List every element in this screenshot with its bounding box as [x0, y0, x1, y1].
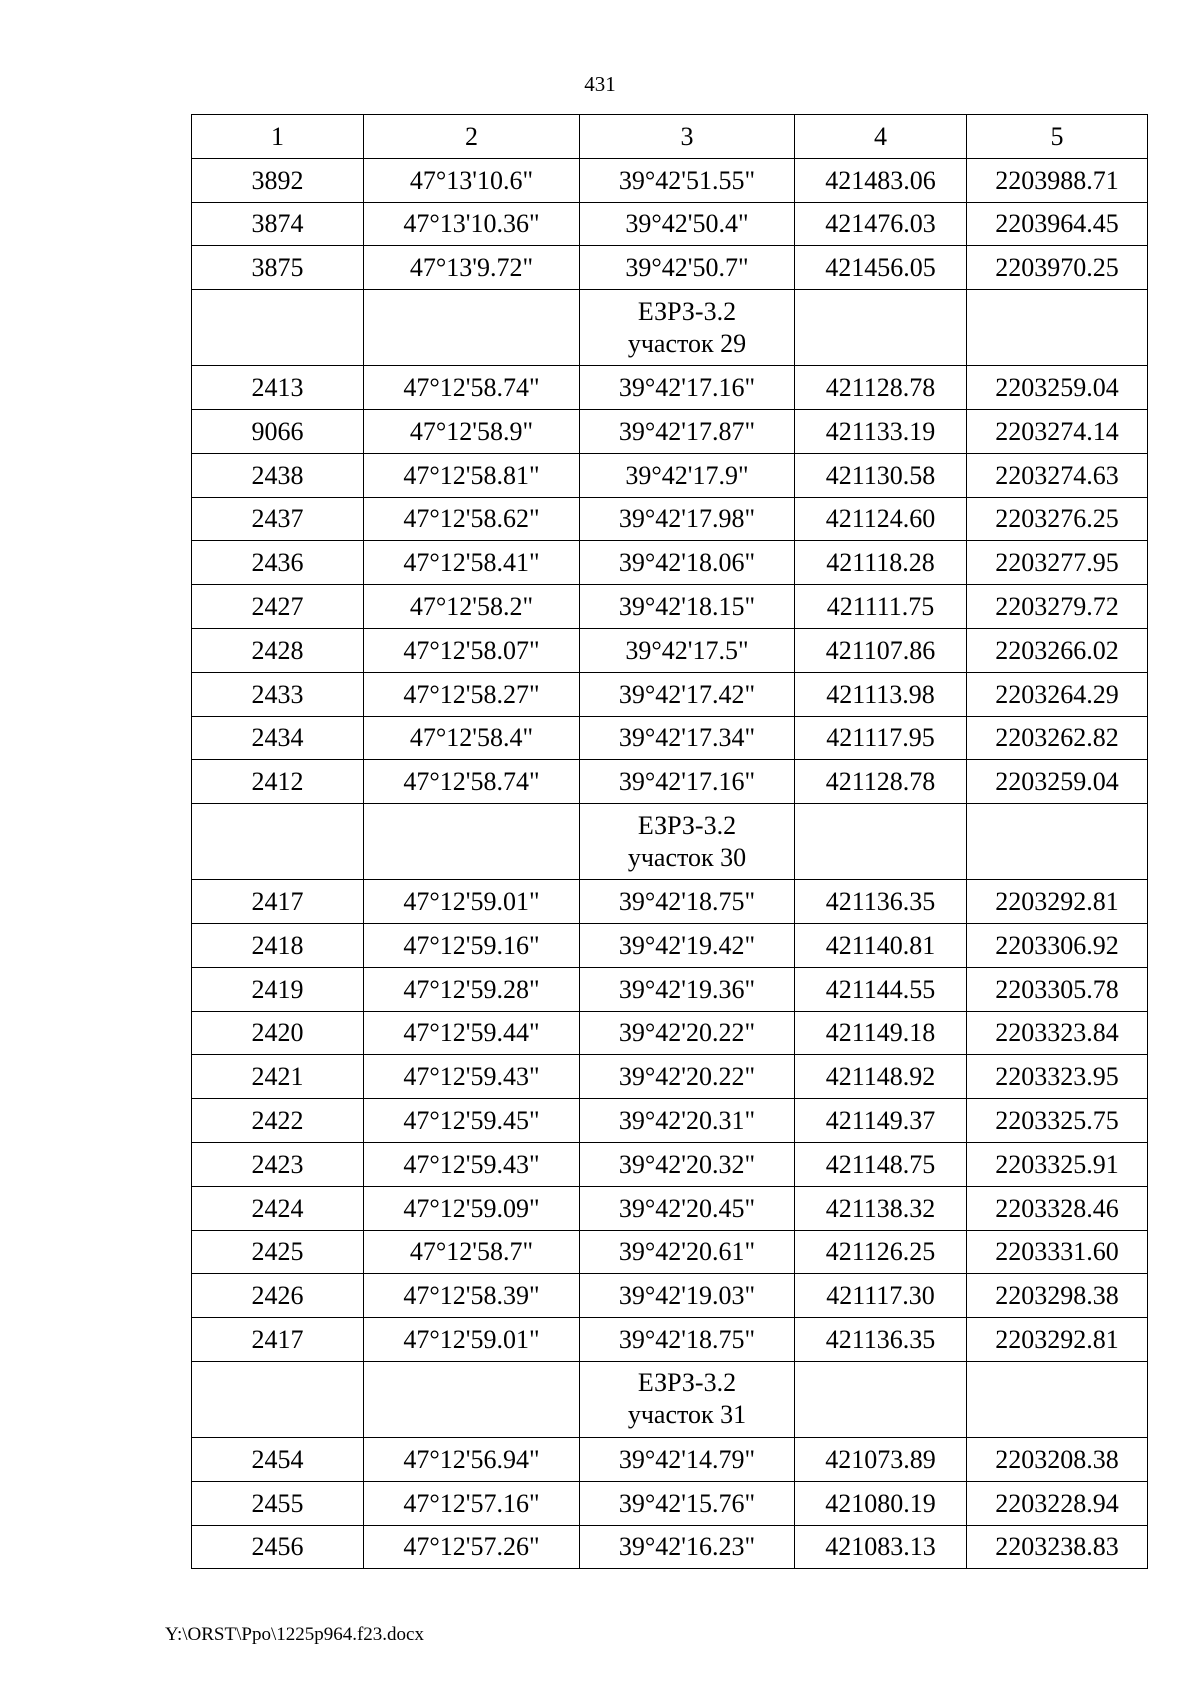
- plot-name: участок 30: [627, 842, 747, 872]
- table-cell: 47°12'58.41": [364, 541, 580, 585]
- table-cell: 39°42'19.42": [580, 923, 795, 967]
- table-cell: 9066: [192, 409, 364, 453]
- table-cell: 47°12'58.07": [364, 628, 580, 672]
- table-cell: 39°42'50.7": [580, 246, 795, 290]
- table-cell: 421117.95: [795, 716, 967, 760]
- table-cell: 47°12'58.9": [364, 409, 580, 453]
- section-row: [192, 290, 1148, 366]
- empty-cell: [967, 804, 1148, 880]
- table-cell: 2203325.75: [967, 1099, 1148, 1143]
- table-body: [192, 158, 1148, 1569]
- table-cell: 39°42'18.75": [580, 1318, 795, 1362]
- table-cell: 47°12'59.01": [364, 1318, 580, 1362]
- table-cell: 39°42'51.55": [580, 158, 795, 202]
- table-cell: 421083.13: [795, 1525, 967, 1569]
- coordinates-table: [191, 114, 1148, 1569]
- table-cell: 47°13'10.36": [364, 202, 580, 246]
- table-cell: 2203274.14: [967, 409, 1148, 453]
- table-cell: 421149.18: [795, 1011, 967, 1055]
- table-cell: 421456.05: [795, 246, 967, 290]
- section-row: [192, 804, 1148, 880]
- table-header-row: [192, 115, 1148, 159]
- empty-cell: [795, 804, 967, 880]
- table-row: [192, 246, 1148, 290]
- table-cell: 39°42'50.4": [580, 202, 795, 246]
- table-row: [192, 1186, 1148, 1230]
- table-cell: 421073.89: [795, 1437, 967, 1481]
- table-cell: 39°42'18.06": [580, 541, 795, 585]
- table-cell: 421133.19: [795, 409, 967, 453]
- table-cell: 39°42'17.16": [580, 366, 795, 410]
- table-cell: 39°42'20.22": [580, 1011, 795, 1055]
- table-cell: 2203259.04: [967, 760, 1148, 804]
- empty-cell: [967, 1361, 1148, 1437]
- table-cell: 2413: [192, 366, 364, 410]
- table-cell: 421113.98: [795, 672, 967, 716]
- table-row: [192, 366, 1148, 410]
- table-row: [192, 880, 1148, 924]
- table-cell: 47°12'58.81": [364, 453, 580, 497]
- table-cell: 47°12'59.43": [364, 1055, 580, 1099]
- table-row: [192, 672, 1148, 716]
- table-row: [192, 967, 1148, 1011]
- table-cell: 421144.55: [795, 967, 967, 1011]
- plot-name: участок 29: [627, 328, 747, 358]
- table-cell: 2424: [192, 1186, 364, 1230]
- table-row: [192, 760, 1148, 804]
- table-row: [192, 1274, 1148, 1318]
- empty-cell: [364, 804, 580, 880]
- table-cell: 421148.92: [795, 1055, 967, 1099]
- table-cell: 421111.75: [795, 585, 967, 629]
- table-cell: 47°12'57.16": [364, 1481, 580, 1525]
- table-cell: 2203331.60: [967, 1230, 1148, 1274]
- table-cell: 39°42'16.23": [580, 1525, 795, 1569]
- table-cell: 421138.32: [795, 1186, 967, 1230]
- table-row: [192, 453, 1148, 497]
- table-cell: 47°12'58.7": [364, 1230, 580, 1274]
- table-cell: 39°42'15.76": [580, 1481, 795, 1525]
- column-header: 5: [967, 115, 1148, 159]
- column-header: 2: [364, 115, 580, 159]
- empty-cell: [795, 290, 967, 366]
- table-cell: 421126.25: [795, 1230, 967, 1274]
- table-cell: 47°12'58.74": [364, 366, 580, 410]
- table-cell: 2203228.94: [967, 1481, 1148, 1525]
- table-cell: 2203264.29: [967, 672, 1148, 716]
- table-cell: 2420: [192, 1011, 364, 1055]
- table-cell: 2203279.72: [967, 585, 1148, 629]
- table-cell: 2456: [192, 1525, 364, 1569]
- table-cell: 2412: [192, 760, 364, 804]
- table-cell: 421136.35: [795, 1318, 967, 1362]
- table-cell: 47°12'59.01": [364, 880, 580, 924]
- column-header: 4: [795, 115, 967, 159]
- empty-cell: [364, 1361, 580, 1437]
- table-cell: 47°12'58.39": [364, 1274, 580, 1318]
- zone-name: ЕЗРЗ-3.2: [637, 810, 737, 840]
- table-cell: 3875: [192, 246, 364, 290]
- table-cell: 2203259.04: [967, 366, 1148, 410]
- table-cell: 2203328.46: [967, 1186, 1148, 1230]
- empty-cell: [795, 1361, 967, 1437]
- table-row: [192, 497, 1148, 541]
- table-cell: 39°42'17.5": [580, 628, 795, 672]
- table-cell: 39°42'20.45": [580, 1186, 795, 1230]
- empty-cell: [364, 290, 580, 366]
- table-cell: 47°12'59.16": [364, 923, 580, 967]
- table-cell: 421107.86: [795, 628, 967, 672]
- table-cell: 47°12'59.43": [364, 1142, 580, 1186]
- table-cell: 2203306.92: [967, 923, 1148, 967]
- table-row: [192, 409, 1148, 453]
- table-row: [192, 1525, 1148, 1569]
- table-cell: 421130.58: [795, 453, 967, 497]
- footer-file-path: Y:\ORST\Ppo\1225p964.f23.docx: [165, 1624, 424, 1645]
- empty-cell: [192, 804, 364, 880]
- table-cell: 39°42'17.42": [580, 672, 795, 716]
- table-cell: 2417: [192, 880, 364, 924]
- table-cell: 39°42'20.32": [580, 1142, 795, 1186]
- table-row: [192, 1055, 1148, 1099]
- table-cell: 2203298.38: [967, 1274, 1148, 1318]
- table-cell: 2417: [192, 1318, 364, 1362]
- table-cell: 2203292.81: [967, 880, 1148, 924]
- table-cell: 421148.75: [795, 1142, 967, 1186]
- table-cell: 2203238.83: [967, 1525, 1148, 1569]
- table-row: [192, 202, 1148, 246]
- column-header: 1: [192, 115, 364, 159]
- table-cell: 2203266.02: [967, 628, 1148, 672]
- table-cell: 421124.60: [795, 497, 967, 541]
- table-cell: 2437: [192, 497, 364, 541]
- table-cell: 47°12'59.45": [364, 1099, 580, 1143]
- table-cell: 2203325.91: [967, 1142, 1148, 1186]
- table-cell: 39°42'17.9": [580, 453, 795, 497]
- table-row: [192, 1099, 1148, 1143]
- table-cell: 2203262.82: [967, 716, 1148, 760]
- table-cell: 47°13'9.72": [364, 246, 580, 290]
- table-cell: 39°42'19.03": [580, 1274, 795, 1318]
- table-cell: 2419: [192, 967, 364, 1011]
- table-cell: 2421: [192, 1055, 364, 1099]
- table-cell: 2422: [192, 1099, 364, 1143]
- table-cell: 2438: [192, 453, 364, 497]
- table-cell: 421118.28: [795, 541, 967, 585]
- table-cell: 47°12'58.2": [364, 585, 580, 629]
- table-cell: 47°12'58.62": [364, 497, 580, 541]
- table-cell: 421140.81: [795, 923, 967, 967]
- table-cell: 421128.78: [795, 366, 967, 410]
- column-header: 3: [580, 115, 795, 159]
- table-cell: 39°42'14.79": [580, 1437, 795, 1481]
- table-cell: 421136.35: [795, 880, 967, 924]
- table-cell: 2203970.25: [967, 246, 1148, 290]
- table-cell: 421476.03: [795, 202, 967, 246]
- table-cell: 2203277.95: [967, 541, 1148, 585]
- empty-cell: [192, 290, 364, 366]
- table-cell: 47°12'59.28": [364, 967, 580, 1011]
- table-row: [192, 1230, 1148, 1274]
- table-cell: 2203208.38: [967, 1437, 1148, 1481]
- table-cell: 39°42'17.16": [580, 760, 795, 804]
- table-cell: 421483.06: [795, 158, 967, 202]
- table-cell: 2203305.78: [967, 967, 1148, 1011]
- table-cell: 47°12'59.09": [364, 1186, 580, 1230]
- table-row: [192, 585, 1148, 629]
- section-label: [580, 290, 795, 366]
- table-cell: 2203292.81: [967, 1318, 1148, 1362]
- table-cell: 47°12'58.74": [364, 760, 580, 804]
- table-row: [192, 1142, 1148, 1186]
- section-label: [580, 804, 795, 880]
- table-cell: 2425: [192, 1230, 364, 1274]
- zone-name: ЕЗРЗ-3.2: [637, 296, 737, 326]
- table-row: [192, 1011, 1148, 1055]
- table-cell: 2203276.25: [967, 497, 1148, 541]
- table-cell: 2203323.95: [967, 1055, 1148, 1099]
- table-row: [192, 541, 1148, 585]
- plot-name: участок 31: [627, 1400, 747, 1430]
- table-cell: 2203323.84: [967, 1011, 1148, 1055]
- table-cell: 2454: [192, 1437, 364, 1481]
- table-cell: 2433: [192, 672, 364, 716]
- table-cell: 47°13'10.6": [364, 158, 580, 202]
- table-row: [192, 716, 1148, 760]
- table-cell: 47°12'56.94": [364, 1437, 580, 1481]
- table-row: [192, 158, 1148, 202]
- table-cell: 2428: [192, 628, 364, 672]
- table-cell: 421128.78: [795, 760, 967, 804]
- table-cell: 39°42'17.98": [580, 497, 795, 541]
- table-row: [192, 923, 1148, 967]
- table-cell: 2418: [192, 923, 364, 967]
- table-cell: 421117.30: [795, 1274, 967, 1318]
- table-cell: 3892: [192, 158, 364, 202]
- table-cell: 39°42'19.36": [580, 967, 795, 1011]
- table-cell: 2203964.45: [967, 202, 1148, 246]
- table-cell: 2427: [192, 585, 364, 629]
- table-row: [192, 628, 1148, 672]
- table-cell: 39°42'18.15": [580, 585, 795, 629]
- table-cell: 2426: [192, 1274, 364, 1318]
- table-row: [192, 1437, 1148, 1481]
- table-row: [192, 1481, 1148, 1525]
- table-cell: 39°42'18.75": [580, 880, 795, 924]
- table-cell: 2203988.71: [967, 158, 1148, 202]
- empty-cell: [967, 290, 1148, 366]
- table-cell: 2436: [192, 541, 364, 585]
- table-cell: 47°12'58.4": [364, 716, 580, 760]
- empty-cell: [192, 1361, 364, 1437]
- table-cell: 2423: [192, 1142, 364, 1186]
- zone-name: ЕЗРЗ-3.2: [637, 1368, 737, 1398]
- table-cell: 39°42'20.61": [580, 1230, 795, 1274]
- table-cell: 2434: [192, 716, 364, 760]
- table-cell: 421149.37: [795, 1099, 967, 1143]
- table-cell: 2203274.63: [967, 453, 1148, 497]
- table-cell: 47°12'58.27": [364, 672, 580, 716]
- page-number: 431: [584, 72, 616, 96]
- table-cell: 39°42'17.87": [580, 409, 795, 453]
- table-cell: 421080.19: [795, 1481, 967, 1525]
- table-cell: 2455: [192, 1481, 364, 1525]
- table-cell: 3874: [192, 202, 364, 246]
- table-cell: 39°42'20.22": [580, 1055, 795, 1099]
- table-cell: 39°42'17.34": [580, 716, 795, 760]
- section-label: [580, 1361, 795, 1437]
- table-cell: 47°12'57.26": [364, 1525, 580, 1569]
- table-cell: 47°12'59.44": [364, 1011, 580, 1055]
- table-cell: 39°42'20.31": [580, 1099, 795, 1143]
- table-row: [192, 1318, 1148, 1362]
- section-row: [192, 1361, 1148, 1437]
